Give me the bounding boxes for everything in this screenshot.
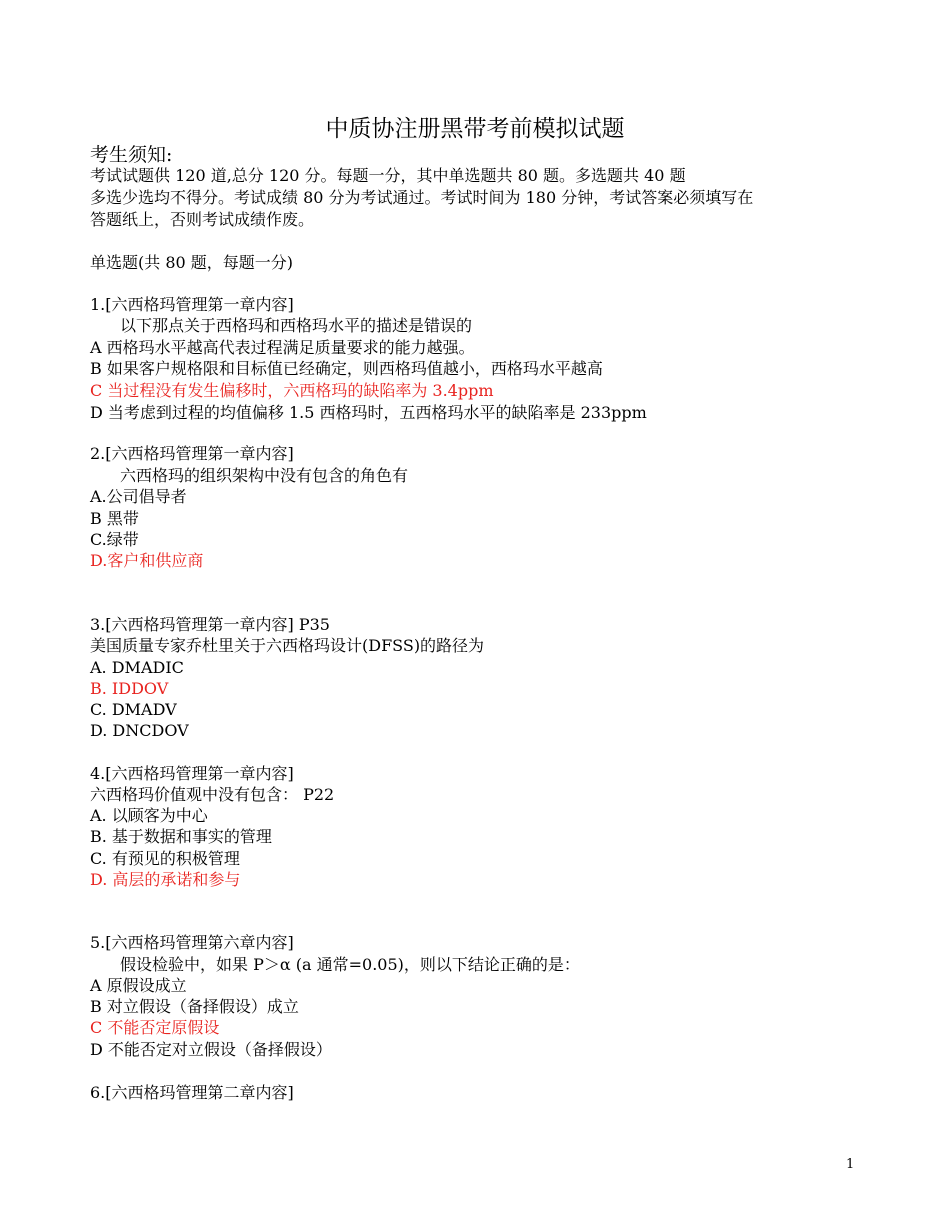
question-1-option-d: D 当考虑到过程的均值偏移 1.5 西格玛时，五西格玛水平的缺陷率是 233ppm [90,403,647,422]
page-title: 中质协注册黑带考前模拟试题 [325,116,625,142]
question-5-option-d: D 不能否定对立假设（备择假设） [90,1040,332,1059]
question-2-stem: 六西格玛的组织架构中没有包含的角色有 [120,466,409,485]
page-number: 1 [846,1157,855,1172]
notice-line-3: 答题纸上，否则考试成绩作废。 [90,210,315,229]
question-5-option-c: C 不能否定原假设 [90,1018,220,1037]
question-5-stem: 假设检验中，如果 P＞α (a 通常=0.05)，则以下结论正确的是： [120,955,580,974]
question-5-header: 5.[六西格玛管理第六章内容] [90,933,294,952]
question-3-option-c: C. DMADV [90,700,177,719]
question-4-option-d: D. 高层的承诺和参与 [90,870,241,889]
question-1-option-b: B 如果客户规格限和目标值已经确定，则西格玛值越小，西格玛水平越高 [90,359,603,378]
question-3-header: 3.[六西格玛管理第一章内容] P35 [90,615,330,634]
question-1-header: 1.[六西格玛管理第一章内容] [90,295,294,314]
question-2-header: 2.[六西格玛管理第一章内容] [90,444,294,463]
question-1-option-a: A 西格玛水平越高代表过程满足质量要求的能力越强。 [90,338,475,357]
section-heading: 单选题(共 80 题，每题一分) [90,253,294,272]
notice-heading: 考生须知: [90,144,173,166]
question-4-option-c: C. 有预见的积极管理 [90,849,240,868]
question-2-option-c: C.绿带 [90,530,139,549]
question-4-option-b: B. 基于数据和事实的管理 [90,827,272,846]
question-6-header: 6.[六西格玛管理第二章内容] [90,1083,294,1102]
question-2-option-d: D.客户和供应商 [90,551,204,570]
question-4-header: 4.[六西格玛管理第一章内容] [90,764,294,783]
question-4-option-a: A. 以顾客为中心 [90,806,208,825]
question-3-option-b: B. IDDOV [90,679,169,698]
question-3-stem: 美国质量专家乔杜里关于六西格玛设计(DFSS)的路径为 [90,636,485,655]
question-2-option-a: A.公司倡导者 [90,487,187,506]
question-1-option-c: C 当过程没有发生偏移时，六西格玛的缺陷率为 3.4ppm [90,381,494,400]
question-5-option-a: A 原假设成立 [90,976,187,995]
question-3-option-a: A. DMADIC [90,658,184,677]
question-2-option-b: B 黑带 [90,509,139,528]
notice-line-1: 考试试题供 120 道,总分 120 分。每题一分，其中单选题共 80 题。多选题共 40 题 [90,166,686,185]
notice-line-2: 多选少选均不得分。考试成绩 80 分为考试通过。考试时间为 180 分钟，考试答案必须填写在 [90,188,754,207]
question-4-stem: 六西格玛价值观中没有包含： P22 [90,785,335,804]
question-3-option-d: D. DNCDOV [90,721,189,740]
question-1-stem: 以下那点关于西格玛和西格玛水平的描述是错误的 [120,316,473,335]
question-5-option-b: B 对立假设（备择假设）成立 [90,997,299,1016]
